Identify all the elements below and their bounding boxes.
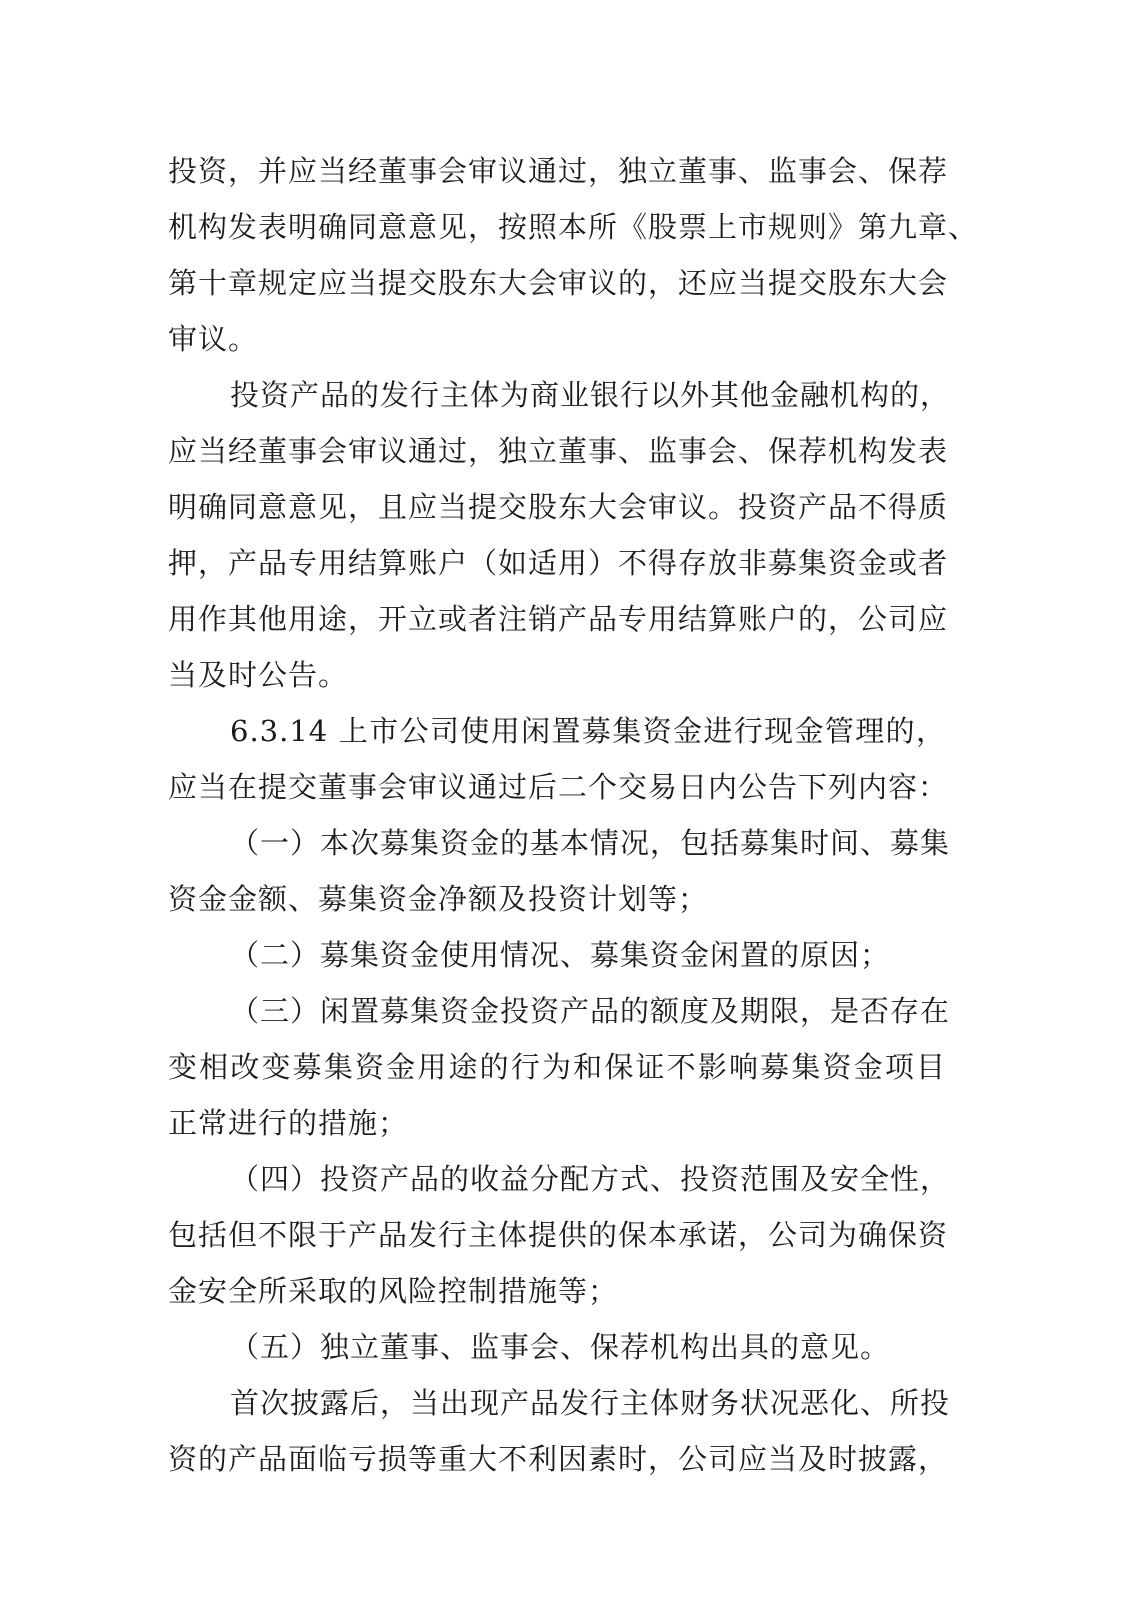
text-line-16: （三）闲置募集资金投资产品的额度及期限，是否存在 <box>230 994 951 1028</box>
text-line-9: 用作其他用途，开立或者注销产品专用结算账户的，公司应 <box>168 602 949 636</box>
text-line-14: 资金金额、募集资金净额及投资计划等； <box>168 882 709 916</box>
body-text <box>168 143 979 1487</box>
text-line-3: 第十章规定应当提交股东大会审议的，还应当提交股东大会 <box>168 266 949 300</box>
text-line-8: 押，产品专用结算账户（如适用）不得存放非募集资金或者 <box>168 546 949 580</box>
text-line-7: 明确同意意见，且应当提交股东大会审议。投资产品不得质 <box>168 490 949 524</box>
text-line-21: 金安全所采取的风险控制措施等； <box>168 1274 619 1308</box>
text-line-12: 应当在提交董事会审议通过后二个交易日内公告下列内容： <box>168 770 949 804</box>
text-line-15: （二）募集资金使用情况、募集资金闲置的原因； <box>230 938 891 972</box>
text-line-4: 审议。 <box>168 322 259 356</box>
text-line-22: （五）独立董事、监事会、保荐机构出具的意见。 <box>230 1330 891 1364</box>
text-line-19: （四）投资产品的收益分配方式、投资范围及安全性， <box>230 1162 951 1196</box>
text-line-6: 应当经董事会审议通过，独立董事、监事会、保荐机构发表 <box>168 434 949 468</box>
text-line-23: 首次披露后，当出现产品发行主体财务状况恶化、所投 <box>230 1386 951 1420</box>
text-line-1: 投资，并应当经董事会审议通过，独立董事、监事会、保荐 <box>168 154 949 188</box>
text-line-17: 变相改变募集资金用途的行为和保证不影响募集资金项目 <box>168 1050 946 1084</box>
text-line-5: 投资产品的发行主体为商业银行以外其他金融机构的， <box>230 378 951 412</box>
text-line-11: 6.3.14 上市公司使用闲置募集资金进行现金管理的， <box>230 714 946 748</box>
text-line-24: 资的产品面临亏损等重大不利因素时，公司应当及时披露， <box>168 1442 949 1476</box>
text-line-2: 机构发表明确同意意见，按照本所《股票上市规则》第九章、 <box>168 210 979 244</box>
text-line-18: 正常进行的措施； <box>168 1106 409 1140</box>
text-line-20: 包括但不限于产品发行主体提供的保本承诺，公司为确保资 <box>168 1218 949 1252</box>
text-line-13: （一）本次募集资金的基本情况，包括募集时间、募集 <box>230 826 951 860</box>
text-line-10: 当及时公告。 <box>168 658 349 692</box>
